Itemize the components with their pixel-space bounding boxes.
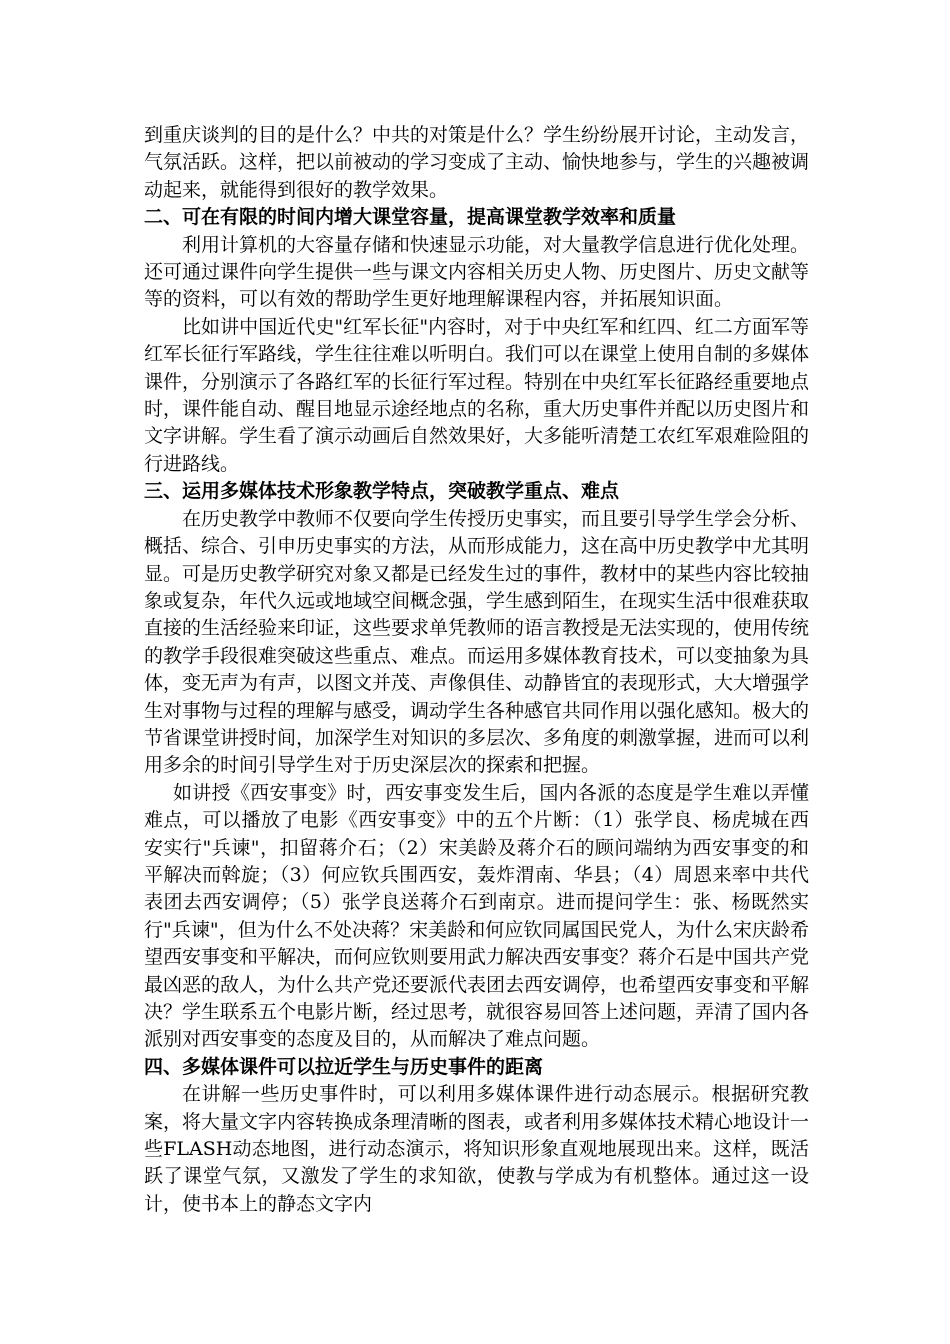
paragraph: 比如讲中国近代史"红军长征"内容时，对于中央红军和红四、红二方面军等红军长征行军路线，学生往往难以听明白。我们可以在课堂上使用自制的多媒体课件，分别演示了各路红军的长征行军过程。特别在中央红军长征路经重要地点时，课件能自动、醒目地显示途经地点的名称，重大历史事件并配以历史图片和文字讲解。学生看了演示动画后自然效果好，大多能听清楚工农红军艰难险阻的行进路线。 [144,315,810,475]
section-heading-4: 四、多媒体课件可以拉近学生与历史事件的距离 [144,1055,544,1078]
section-heading-3: 三、运用多媒体技术形象教学特点，突破教学重点、难点 [144,480,620,503]
section-heading-2: 二、可在有限的时间内增大课堂容量，提高课堂教学效率和质量 [144,206,677,229]
paragraph-continuation: 到重庆谈判的目的是什么？中共的对策是什么？学生纷纷展开讨论，主动发言，气氛活跃。这样，把以前被动的学习变成了主动、愉快地参与，学生的兴趣被调动起来，就能得到很好的教学效果。 [144,124,810,201]
paragraph: 如讲授《西安事变》时，西安事变发生后，国内各派的态度是学生难以弄懂难点，可以播放了电影《西安事变》中的五个片断：（1）张学良、杨虎城在西安实行"兵谏"，扣留蒋介石；（2）宋美龄及蒋介石的顾问端纳为西安事变的和平解决而斡旋；（3）何应钦兵围西安，轰炸渭南、华县；（4）周恩来率中共代表团去西安调停；（5）张学良送蒋介石到南京。进而提问学生：张、杨既然实行"兵谏"，但为什么不处决蒋？宋美龄和何应钦同属国民党人，为什么宋庆龄希望西安事变和平解决，而何应钦则要用武力解决西安事变？蒋介石是中国共产党最凶恶的敌人，为什么共产党还要派代表团去西安调停，也希望西安事变和平解决？学生联系五个电影片断，经过思考，就很容易回答上述问题，弄清了国内各派别对西安事变的态度及目的，从而解决了难点问题。 [144,781,810,1051]
paragraph: 在讲解一些历史事件时，可以利用多媒体课件进行动态展示。根据研究教案，将大量文字内容转换成条理清晰的图表，或者利用多媒体技术精心地设计一些FLASH动态地图，进行动态演示，将知识形象直观地展现出来。这样，既活跃了课堂气氛，又激发了学生的求知欲，使教与学成为有机整体。通过这一设计，使书本上的静态文字内 [144,1083,810,1215]
paragraph: 在历史教学中教师不仅要向学生传授历史事实，而且要引导学生学会分析、概括、综合、引申历史事实的方法，从而形成能力，这在高中历史教学中尤其明显。可是历史教学研究对象又都是已经发生过的事件，教材中的某些内容比较抽象或复杂，年代久远或地域空间概念强，学生感到陌生，在现实生活中很难获取直接的生活经验来印证，这些要求单凭教师的语言教授是无法实现的，使用传统的教学手段很难突破这些重点、难点。而运用多媒体教育技术，可以变抽象为具体，变无声为有声，以图文并茂、声像俱佳、动静皆宜的表现形式，大大增强学生对事物与过程的理解与感受，调动学生各种感官共同作用以强化感知。极大的节省课堂讲授时间，加深学生对知识的多层次、多角度的刺激掌握，进而可以利用多余的时间引导学生对于历史深层次的探索和把握。 [144,507,810,777]
paragraph: 利用计算机的大容量存储和快速显示功能，对大量教学信息进行优化处理。还可通过课件向学生提供一些与课文内容相关历史人物、历史图片、历史文献等等的资料，可以有效的帮助学生更好地理解课程内容，并拓展知识面。 [144,233,810,311]
document-body [144,122,809,1218]
